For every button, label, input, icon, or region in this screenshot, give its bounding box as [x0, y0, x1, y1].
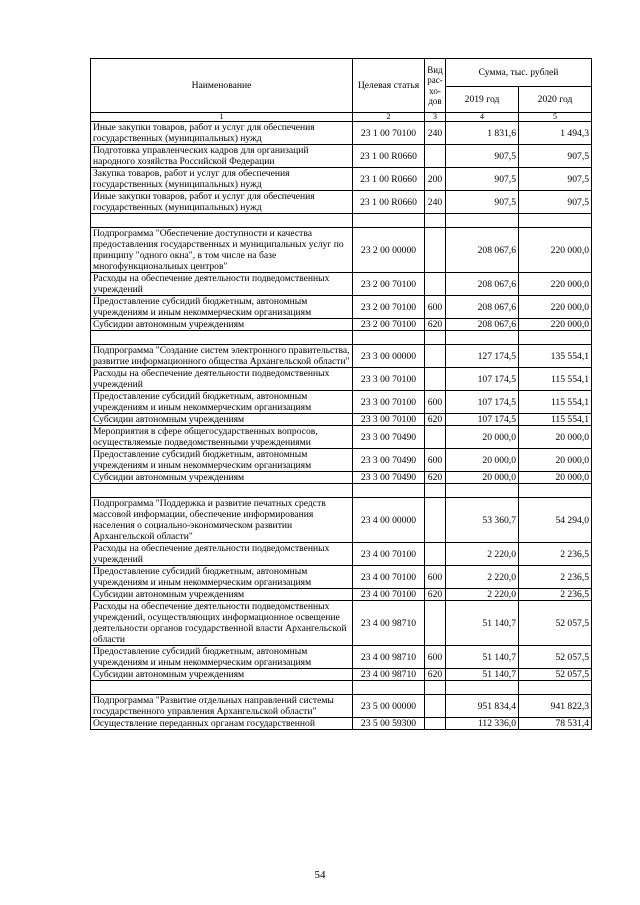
row-target-article: 23 1 00 R0660: [353, 145, 425, 168]
row-sum-2019: 208 067,6: [446, 273, 519, 296]
row-target-article: 23 3 00 70490: [353, 472, 425, 484]
row-expense-type: [425, 273, 446, 296]
row-name: Субсидии автономным учреждениям: [91, 589, 353, 601]
row-target-article: 23 2 00 70100: [353, 319, 425, 331]
row-sum-2019: 907,5: [446, 191, 519, 214]
spacer-row: [91, 484, 592, 498]
spacer-cell: [91, 681, 353, 695]
row-sum-2020: 1 494,3: [519, 122, 592, 145]
spacer-row: [91, 681, 592, 695]
row-sum-2020: 20 000,0: [519, 449, 592, 472]
row-target-article: 23 1 00 R0660: [353, 168, 425, 191]
row-expense-type: [425, 426, 446, 449]
row-sum-2019: 951 834,4: [446, 695, 519, 718]
header-target-article: Целевая статья: [353, 59, 425, 113]
row-name: Подпрограмма "Обеспечение доступности и качества предоставления государственных и муниципальных услуг по принципу "одного окна", в том числе на базе многофункциональных центров": [91, 228, 353, 273]
row-target-article: 23 1 00 R0660: [353, 191, 425, 214]
row-sum-2019: 107 174,5: [446, 391, 519, 414]
header-name: Наименование: [91, 59, 353, 113]
row-sum-2020: 115 554,1: [519, 414, 592, 426]
row-name: Подпрограмма "Создание систем электронного правительства, развитие информационного общества Архангельской области": [91, 345, 353, 368]
subprogram-row: [91, 695, 592, 718]
row-name: Расходы на обеспечение деятельности подведомственных учреждений: [91, 368, 353, 391]
row-sum-2019: 107 174,5: [446, 414, 519, 426]
spacer-cell: [519, 484, 592, 498]
row-sum-2020: 115 554,1: [519, 391, 592, 414]
spacer-cell: [519, 331, 592, 345]
header-expense-type-line: дов: [428, 96, 442, 106]
row-expense-type: [425, 695, 446, 718]
spacer-cell: [353, 681, 425, 695]
table-body: [91, 122, 592, 730]
header-expense-type-line: Вид: [427, 64, 443, 75]
row-name: Предоставление субсидий бюджетным, автономным учреждениям и иным некоммерческим организациям: [91, 449, 353, 472]
row-target-article: 23 1 00 70100: [353, 122, 425, 145]
table-row: [91, 718, 592, 730]
row-name: Предоставление субсидий бюджетным, автономным учреждениям и иным некоммерческим организациям: [91, 296, 353, 319]
row-name: Предоставление субсидий бюджетным, автономным учреждениям и иным некоммерческим организациям: [91, 391, 353, 414]
row-name: Осуществление переданных органам государственной: [91, 718, 353, 730]
table-row: [91, 646, 592, 669]
row-name: Иные закупки товаров, работ и услуг для обеспечения государственных (муниципальных) нужд: [91, 122, 353, 145]
spacer-cell: [91, 331, 353, 345]
table-row: [91, 296, 592, 319]
table-row: [91, 168, 592, 191]
row-sum-2019: 208 067,6: [446, 319, 519, 331]
row-sum-2019: 51 140,7: [446, 646, 519, 669]
row-expense-type: 600: [425, 646, 446, 669]
spacer-cell: [519, 214, 592, 228]
row-target-article: 23 3 00 70100: [353, 368, 425, 391]
column-number: 4: [446, 113, 519, 122]
row-name: Подпрограмма "Развитие отдельных направлений системы государственного управления Архангельской области": [91, 695, 353, 718]
row-sum-2020: 115 554,1: [519, 368, 592, 391]
row-expense-type: 600: [425, 566, 446, 589]
spacer-cell: [425, 214, 446, 228]
row-sum-2020: 20 000,0: [519, 472, 592, 484]
column-number: 2: [353, 113, 425, 122]
row-expense-type: [425, 145, 446, 168]
row-expense-type: 240: [425, 122, 446, 145]
row-expense-type: 200: [425, 168, 446, 191]
row-sum-2019: 2 220,0: [446, 543, 519, 566]
spacer-cell: [446, 214, 519, 228]
row-sum-2019: 20 000,0: [446, 426, 519, 449]
row-target-article: 23 3 00 00000: [353, 345, 425, 368]
budget-table: [90, 58, 592, 730]
spacer-cell: [425, 331, 446, 345]
spacer-cell: [91, 484, 353, 498]
row-name: Расходы на обеспечение деятельности подведомственных учреждений: [91, 543, 353, 566]
row-expense-type: [425, 718, 446, 730]
table-row: [91, 566, 592, 589]
row-name: Предоставление субсидий бюджетным, автономным учреждениям и иным некоммерческим организациям: [91, 646, 353, 669]
table-row: [91, 273, 592, 296]
table-row: [91, 414, 592, 426]
header-expense-type-line: рас-: [427, 75, 443, 85]
row-sum-2019: 907,5: [446, 168, 519, 191]
table-row: [91, 368, 592, 391]
row-sum-2019: 51 140,7: [446, 669, 519, 681]
row-sum-2019: 2 220,0: [446, 589, 519, 601]
row-name: Закупка товаров, работ и услуг для обеспечения государственных (муниципальных) нужд: [91, 168, 353, 191]
spacer-cell: [353, 484, 425, 498]
row-sum-2020: 54 294,0: [519, 498, 592, 543]
row-sum-2020: 2 236,5: [519, 589, 592, 601]
row-target-article: 23 2 00 70100: [353, 296, 425, 319]
row-name: Расходы на обеспечение деятельности подведомственных учреждений, осуществляющих информационное освещение деятельности органов государственной власти Архангельской области: [91, 601, 353, 646]
table-row: [91, 426, 592, 449]
row-expense-type: 600: [425, 449, 446, 472]
row-name: Субсидии автономным учреждениям: [91, 414, 353, 426]
table-row: [91, 601, 592, 646]
row-sum-2020: 220 000,0: [519, 228, 592, 273]
row-target-article: 23 4 00 98710: [353, 646, 425, 669]
row-sum-2020: 78 531,4: [519, 718, 592, 730]
row-name: Иные закупки товаров, работ и услуг для обеспечения государственных (муниципальных) нужд: [91, 191, 353, 214]
row-name: Расходы на обеспечение деятельности подведомственных учреждений: [91, 273, 353, 296]
row-name: Предоставление субсидий бюджетным, автономным учреждениям и иным некоммерческим организациям: [91, 566, 353, 589]
header-year-2019: 2019 год: [446, 87, 519, 113]
table-row: [91, 145, 592, 168]
row-sum-2019: 1 831,6: [446, 122, 519, 145]
row-target-article: 23 5 00 59300: [353, 718, 425, 730]
row-sum-2019: 20 000,0: [446, 449, 519, 472]
row-sum-2019: 907,5: [446, 145, 519, 168]
row-target-article: 23 3 00 70490: [353, 449, 425, 472]
row-sum-2020: 907,5: [519, 168, 592, 191]
row-sum-2020: 2 236,5: [519, 566, 592, 589]
row-sum-2020: 52 057,5: [519, 601, 592, 646]
column-number: 3: [425, 113, 446, 122]
table-row: [91, 391, 592, 414]
row-name: Подпрограмма "Поддержка и развитие печатных средств массовой информации, обеспечение информирования населения о социально-экономическом развитии Архангельской области": [91, 498, 353, 543]
header-year-2020: 2020 год: [519, 87, 592, 113]
table-row: [91, 449, 592, 472]
row-sum-2019: 107 174,5: [446, 368, 519, 391]
row-expense-type: [425, 368, 446, 391]
row-target-article: 23 4 00 70100: [353, 589, 425, 601]
row-expense-type: 620: [425, 319, 446, 331]
row-expense-type: 240: [425, 191, 446, 214]
row-sum-2019: 2 220,0: [446, 566, 519, 589]
row-sum-2020: 220 000,0: [519, 273, 592, 296]
row-expense-type: [425, 543, 446, 566]
row-sum-2020: 941 822,3: [519, 695, 592, 718]
spacer-cell: [353, 214, 425, 228]
row-sum-2020: 20 000,0: [519, 426, 592, 449]
table-row: [91, 669, 592, 681]
row-sum-2019: 51 140,7: [446, 601, 519, 646]
row-target-article: 23 5 00 00000: [353, 695, 425, 718]
spacer-cell: [519, 681, 592, 695]
header-expense-type-line: хо-: [429, 85, 441, 96]
spacer-cell: [446, 681, 519, 695]
column-number: 5: [519, 113, 592, 122]
row-sum-2020: 907,5: [519, 191, 592, 214]
row-expense-type: [425, 228, 446, 273]
spacer-cell: [425, 681, 446, 695]
header-expense-type: [425, 59, 446, 113]
spacer-cell: [353, 331, 425, 345]
row-target-article: 23 4 00 98710: [353, 601, 425, 646]
row-target-article: 23 3 00 70100: [353, 391, 425, 414]
subprogram-row: [91, 498, 592, 543]
row-name: Субсидии автономным учреждениям: [91, 669, 353, 681]
spacer-cell: [446, 484, 519, 498]
table-row: [91, 319, 592, 331]
subprogram-row: [91, 228, 592, 273]
row-sum-2019: 53 360,7: [446, 498, 519, 543]
row-target-article: 23 2 00 70100: [353, 273, 425, 296]
row-sum-2019: 112 336,0: [446, 718, 519, 730]
row-target-article: 23 4 00 00000: [353, 498, 425, 543]
table-row: [91, 543, 592, 566]
spacer-cell: [446, 331, 519, 345]
row-sum-2020: 52 057,5: [519, 669, 592, 681]
row-expense-type: 600: [425, 391, 446, 414]
row-expense-type: 620: [425, 589, 446, 601]
spacer-cell: [425, 484, 446, 498]
row-expense-type: [425, 601, 446, 646]
row-name: Субсидии автономным учреждениям: [91, 472, 353, 484]
table-row: [91, 589, 592, 601]
row-expense-type: [425, 345, 446, 368]
row-expense-type: [425, 498, 446, 543]
row-expense-type: 620: [425, 472, 446, 484]
row-target-article: 23 3 00 70100: [353, 414, 425, 426]
row-sum-2019: 127 174,5: [446, 345, 519, 368]
table-row: [91, 191, 592, 214]
row-target-article: 23 4 00 70100: [353, 566, 425, 589]
row-sum-2020: 135 554,1: [519, 345, 592, 368]
row-target-article: 23 3 00 70490: [353, 426, 425, 449]
row-sum-2020: 907,5: [519, 145, 592, 168]
row-expense-type: 600: [425, 296, 446, 319]
row-sum-2020: 220 000,0: [519, 319, 592, 331]
table-row: [91, 122, 592, 145]
row-target-article: 23 4 00 70100: [353, 543, 425, 566]
row-target-article: 23 4 00 98710: [353, 669, 425, 681]
column-number: 1: [91, 113, 353, 122]
spacer-cell: [91, 214, 353, 228]
row-expense-type: 620: [425, 414, 446, 426]
row-sum-2020: 220 000,0: [519, 296, 592, 319]
spacer-row: [91, 331, 592, 345]
row-name: Мероприятия в сфере общегосударственных вопросов, осуществляемые подведомственными учреждениями: [91, 426, 353, 449]
header-sum: Сумма, тыс. рублей: [446, 59, 592, 87]
row-sum-2020: 52 057,5: [519, 646, 592, 669]
row-name: Субсидии автономным учреждениям: [91, 319, 353, 331]
row-expense-type: 620: [425, 669, 446, 681]
row-sum-2019: 208 067,6: [446, 296, 519, 319]
row-target-article: 23 2 00 00000: [353, 228, 425, 273]
row-sum-2019: 20 000,0: [446, 472, 519, 484]
row-sum-2020: 2 236,5: [519, 543, 592, 566]
table-row: [91, 472, 592, 484]
row-sum-2019: 208 067,6: [446, 228, 519, 273]
page-number: 54: [314, 869, 326, 881]
row-name: Подготовка управленческих кадров для организаций народного хозяйства Российской Федерации: [91, 145, 353, 168]
spacer-row: [91, 214, 592, 228]
subprogram-row: [91, 345, 592, 368]
